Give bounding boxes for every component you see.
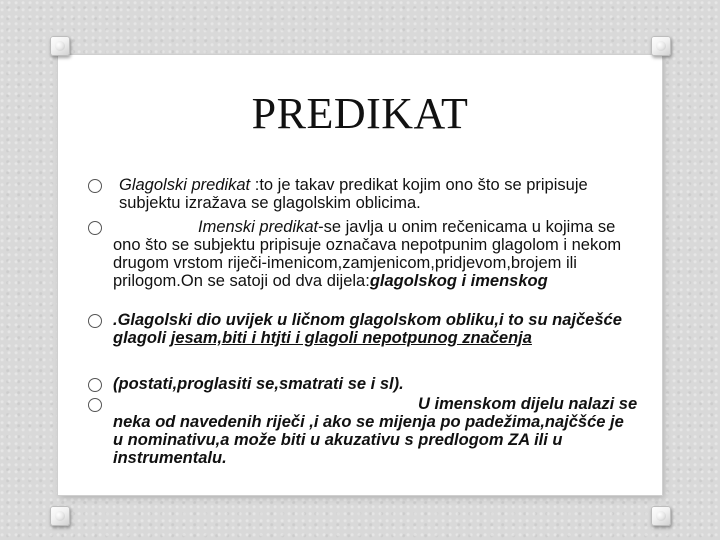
pin-icon [651, 36, 671, 56]
bullet-4: (postati,proglasiti se,smatrati se i sl). [113, 375, 404, 393]
bullet-circle-icon [88, 221, 102, 235]
pin-icon [50, 506, 70, 526]
bullet-2-text: -se javlja u onim rečenicama u kojima se ono što se subjektu pripisuje označava nepotpunim glagolom i nekom drugom vrstom riječi-imenicom,zamjenicom,pridjevom,brojem ili prilogom.On se satoji od dva dijela: [113, 218, 622, 290]
bullet-3 [113, 311, 638, 347]
bullet-circle-icon [88, 179, 102, 193]
term-glagolski-predikat: Glagolski predikat [119, 176, 251, 194]
bullet-1 [113, 176, 638, 212]
bullet-2 [113, 218, 638, 290]
bullet-3-text: .Glagolski dio uvijek u ličnom glagolskom obliku,i to su najčešće glagoli [113, 311, 622, 347]
bullet-circle-icon [88, 398, 102, 412]
bullet-5: U imenskom dijelu nalazi se neka od navedenih riječi ,i ako se mijenja po padežima,najčšće je u nominativu,a može biti u akuzativu s predlogom ZA ili u instrumentalu. [113, 395, 638, 467]
slide-title: PREDIKAT [251, 89, 469, 138]
bullet-circle-icon [88, 378, 102, 392]
term-imenski-predikat: Imenski predikat [198, 218, 319, 236]
pin-icon [651, 506, 671, 526]
bullet-2-tail: glagolskog i imenskog [369, 272, 548, 290]
bullet-3-underlined: jesam,biti i htjti i glagoli nepotpunog značenja [170, 329, 532, 347]
pin-icon [50, 36, 70, 56]
bullet-circle-icon [88, 314, 102, 328]
bullet-1-text: :to je takav predikat kojim ono što se pripisuje subjektu izražava se glagolskim oblicima. [119, 176, 588, 212]
